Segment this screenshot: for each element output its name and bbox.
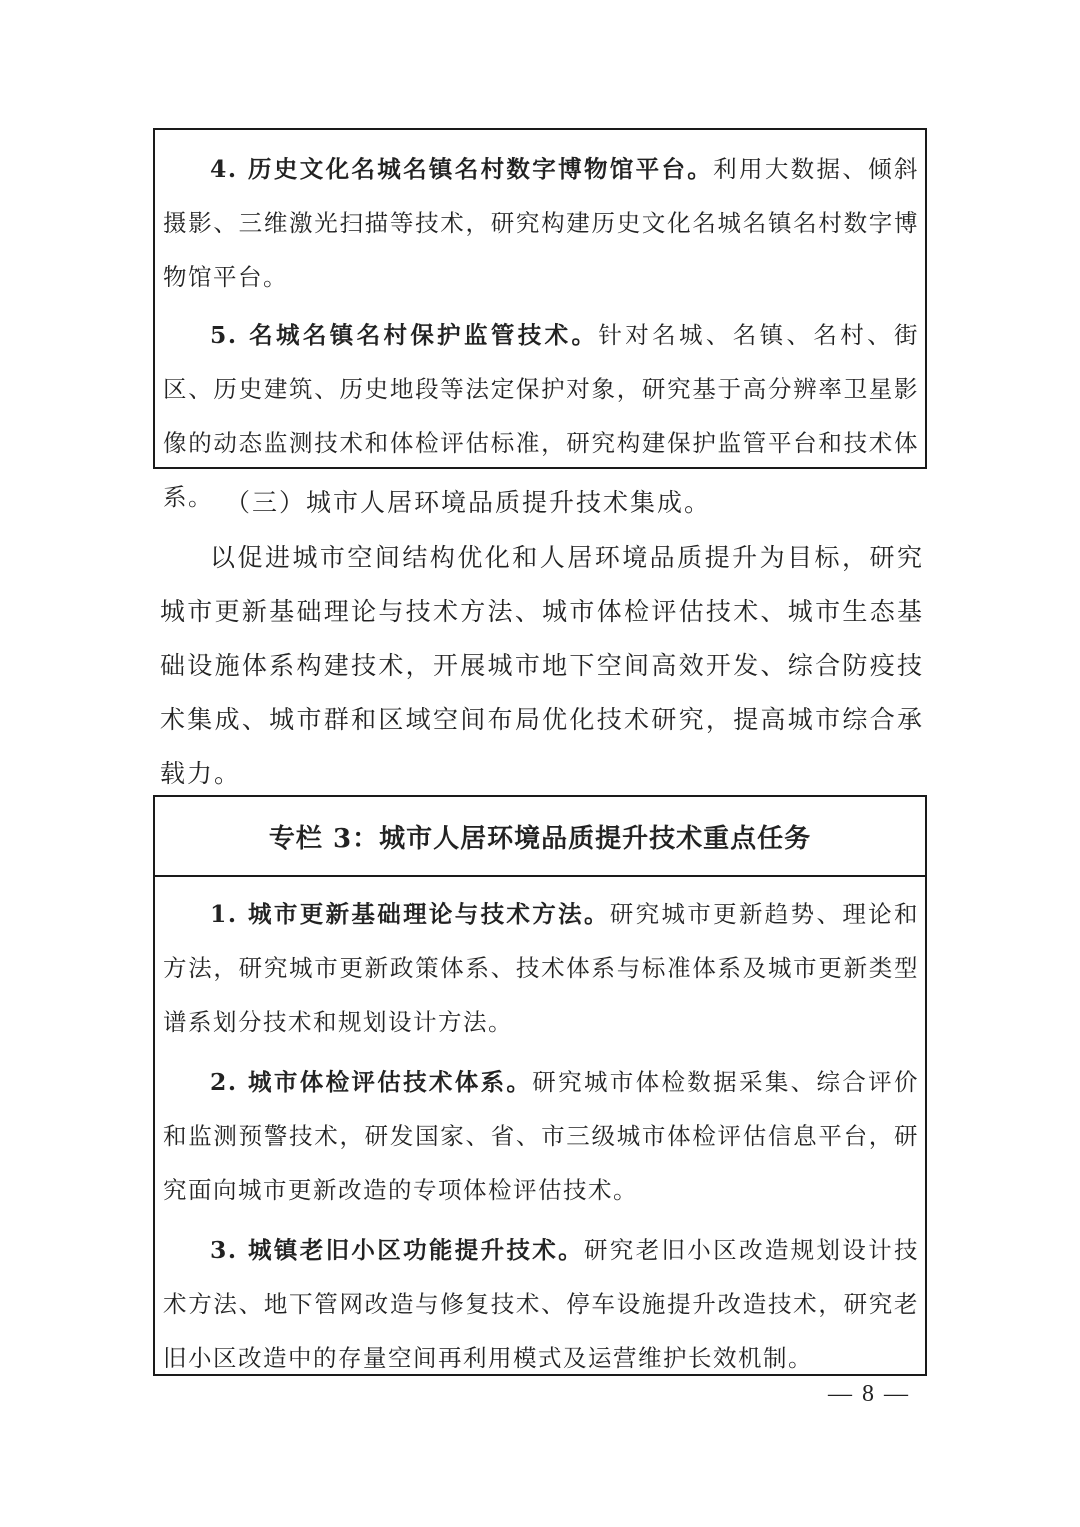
item-text: 研究老旧小区改造规划设计技术方法、地下管网改造与修复技术、停车设施提升改造技术，研究老旧小区改造中的存量空间再利用模式及运营维护长效机制。 bbox=[163, 1236, 920, 1372]
item-text: 研究城市体检数据采集、综合评价和监测预警技术，研发国家、省、市三级城市体检评估信息平台，研究面向城市更新改造的专项体检评估技术。 bbox=[163, 1068, 920, 1204]
page-number: — 8 — bbox=[828, 1381, 910, 1407]
section-body-paragraph: 以促进城市空间结构优化和人居环境品质提升为目标，研究城市更新基础理论与技术方法、城市体检评估技术、城市生态基础设施体系构建技术，开展城市地下空间高效开发、综合防疫技术集成、城市群和区域空间布局优化技术研究，提高城市综合承载力。 bbox=[160, 543, 924, 788]
item-title: 5. 名城名镇名村保护监管技术。 bbox=[210, 321, 599, 349]
item-title: 3. 城镇老旧小区功能提升技术。 bbox=[210, 1236, 584, 1264]
box2-item-1 bbox=[155, 887, 925, 1049]
box2-item-3 bbox=[155, 1223, 925, 1385]
box-header: 专栏 3：城市人居环境品质提升技术重点任务 bbox=[155, 797, 925, 877]
item-title: 1. 城市更新基础理论与技术方法。 bbox=[210, 900, 610, 928]
item-text: 利用大数据、倾斜摄影、三维激光扫描等技术，研究构建历史文化名城名镇名村数字博物馆平台。 bbox=[163, 155, 920, 291]
box1-item-4 bbox=[155, 142, 925, 304]
box2-item-2 bbox=[155, 1055, 925, 1217]
item-title: 4. 历史文化名城名镇名村数字博物馆平台。 bbox=[210, 155, 714, 183]
column-box-3 bbox=[153, 795, 927, 1376]
item-text: 针对名城、名镇、名村、街区、历史建筑、历史地段等法定保护对象，研究基于高分辨率卫星影像的动态监测技术和体检评估标准，研究构建保护监管平台和技术体系。 bbox=[163, 321, 920, 511]
item-title: 2. 城市体检评估技术体系。 bbox=[210, 1068, 533, 1096]
section-heading: （三）城市人居环境品质提升技术集成。 bbox=[225, 488, 712, 517]
item-text: 研究城市更新趋势、理论和方法，研究城市更新政策体系、技术体系与标准体系及城市更新类型谱系划分技术和规划设计方法。 bbox=[163, 900, 919, 1036]
